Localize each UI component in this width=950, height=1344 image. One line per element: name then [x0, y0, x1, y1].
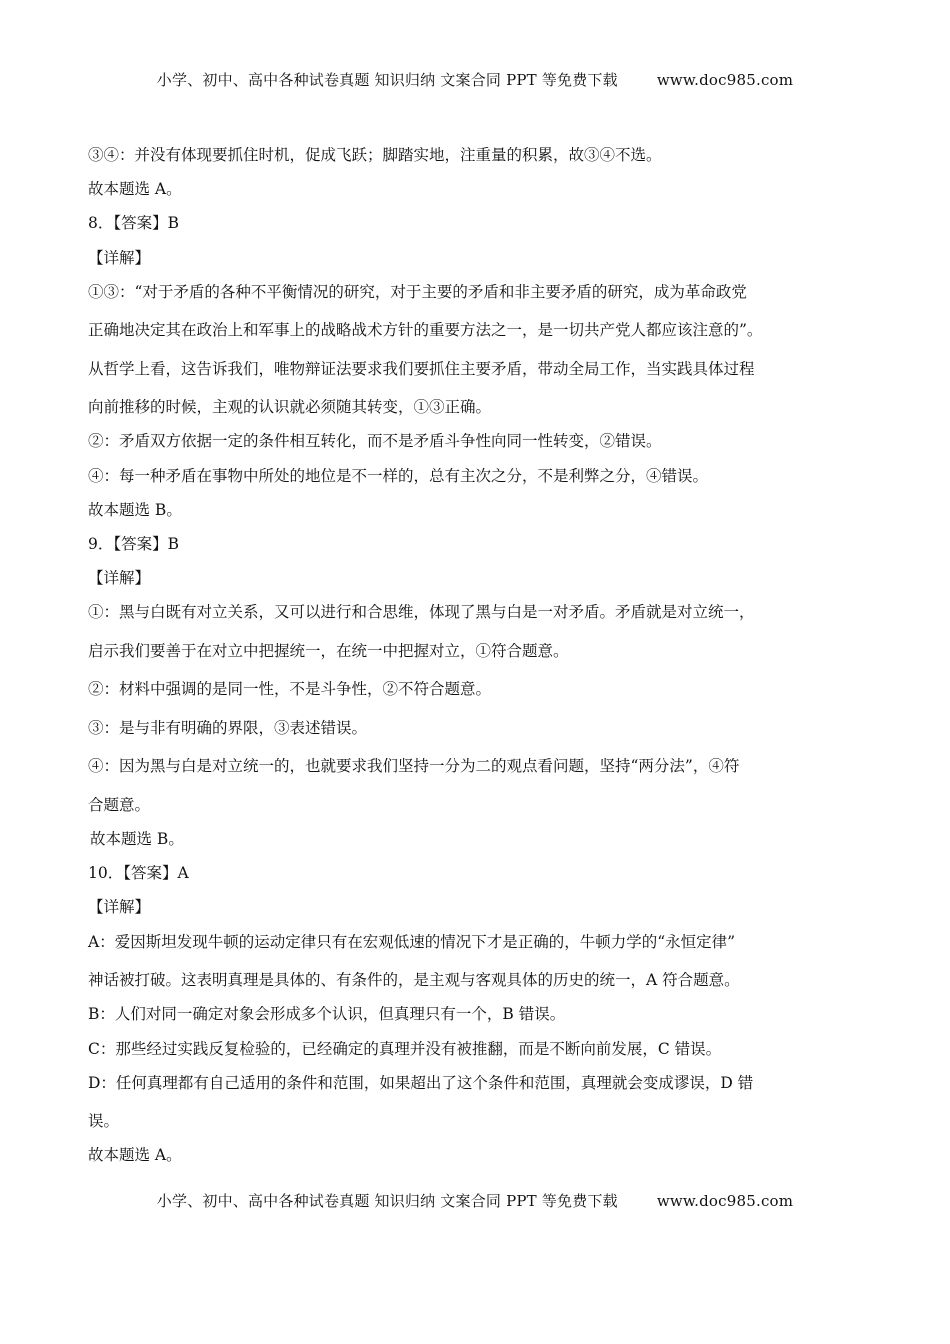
q8-detail-line: 从哲学上看，这告诉我们，唯物辩证法要求我们要抓住主要矛盾，带动全局工作，当实践具体过程: [88, 359, 755, 378]
q7-explanation-tail: ③④：并没有体现要抓住时机，促成飞跃；脚踏实地，注重量的积累，故③④不选。: [88, 146, 662, 164]
q8-detail-label: 【详解】: [88, 248, 151, 267]
q10-detail-line: B：人们对同一确定对象会形成多个认识，但真理只有一个，B 错误。: [88, 1005, 566, 1024]
q10-detail-line: D：任何真理都有自己适用的条件和范围，如果超出了这个条件和范围，真理就会变成谬误，D 错: [88, 1073, 754, 1092]
header-url: www.doc985.com: [656, 71, 794, 89]
q10-answer: 10．【答案】A: [88, 864, 189, 883]
q9-detail-label: 【详解】: [88, 569, 151, 588]
q8-detail-line: 向前推移的时候，主观的认识就必须随其转变，①③正确。: [88, 398, 492, 417]
q8-detail-line: ②：矛盾双方依据一定的条件相互转化，而不是矛盾斗争性向同一性转变，②错误。: [88, 432, 662, 451]
page-header: [0, 69, 950, 90]
footer-url: www.doc985.com: [656, 1192, 794, 1210]
q8-conclusion: 故本题选 B。: [88, 500, 182, 519]
answer-content: [88, 144, 828, 1179]
page-footer: [0, 1190, 950, 1211]
q8-answer: 8．【答案】B: [88, 214, 180, 233]
q10-conclusion: 故本题选 A。: [88, 1146, 182, 1165]
q10-detail-label: 【详解】: [88, 898, 151, 917]
footer-text: 小学、初中、高中各种试卷真题 知识归纳 文案合同 PPT 等免费下载: [156, 1192, 618, 1210]
q9-detail-line: 合题意。: [88, 795, 151, 814]
q10-detail-line: A：爱因斯坦发现牛顿的运动定律只有在宏观低速的情况下才是正确的，牛顿力学的“永恒定律”: [88, 932, 736, 951]
q8-detail-line: ①③：“对于矛盾的各种不平衡情况的研究，对于主要的矛盾和非主要矛盾的研究，成为革命政党: [88, 282, 747, 301]
q9-detail-line: 启示我们要善于在对立中把握统一，在统一中把握对立，①符合题意。: [88, 641, 569, 660]
q10-detail-line: 神话被打破。这表明真理是具体的、有条件的，是主观与客观具体的历史的统一，A 符合题意。: [88, 971, 740, 990]
q9-detail-line: ④：因为黑与白是对立统一的，也就要求我们坚持一分为二的观点看问题，坚持“两分法”，④符: [88, 757, 740, 776]
q10-detail-line: C：那些经过实践反复检验的，已经确定的真理并没有被推翻，而是不断向前发展，C 错误。: [88, 1039, 722, 1058]
q8-detail-line: 正确地决定其在政治上和军事上的战略战术方针的重要方法之一，是一切共产党人都应该注意的”。: [88, 321, 763, 340]
q9-conclusion: 故本题选 B。: [90, 830, 184, 849]
q8-detail-line: ④：每一种矛盾在事物中所处的地位是不一样的，总有主次之分，不是利弊之分，④错误。: [88, 466, 709, 485]
q9-detail-line: ①：黑与白既有对立关系，又可以进行和合思维，体现了黑与白是一对矛盾。矛盾就是对立统一，: [88, 603, 755, 622]
q9-detail-line: ②：材料中强调的是同一性，不是斗争性，②不符合题意。: [88, 680, 492, 699]
q7-conclusion: 故本题选 A。: [88, 180, 182, 199]
header-text: 小学、初中、高中各种试卷真题 知识归纳 文案合同 PPT 等免费下载: [156, 71, 618, 89]
q10-detail-line: 误。: [88, 1112, 120, 1131]
q9-answer: 9．【答案】B: [88, 535, 180, 553]
q9-detail-line: ③：是与非有明确的界限，③表述错误。: [88, 718, 368, 737]
